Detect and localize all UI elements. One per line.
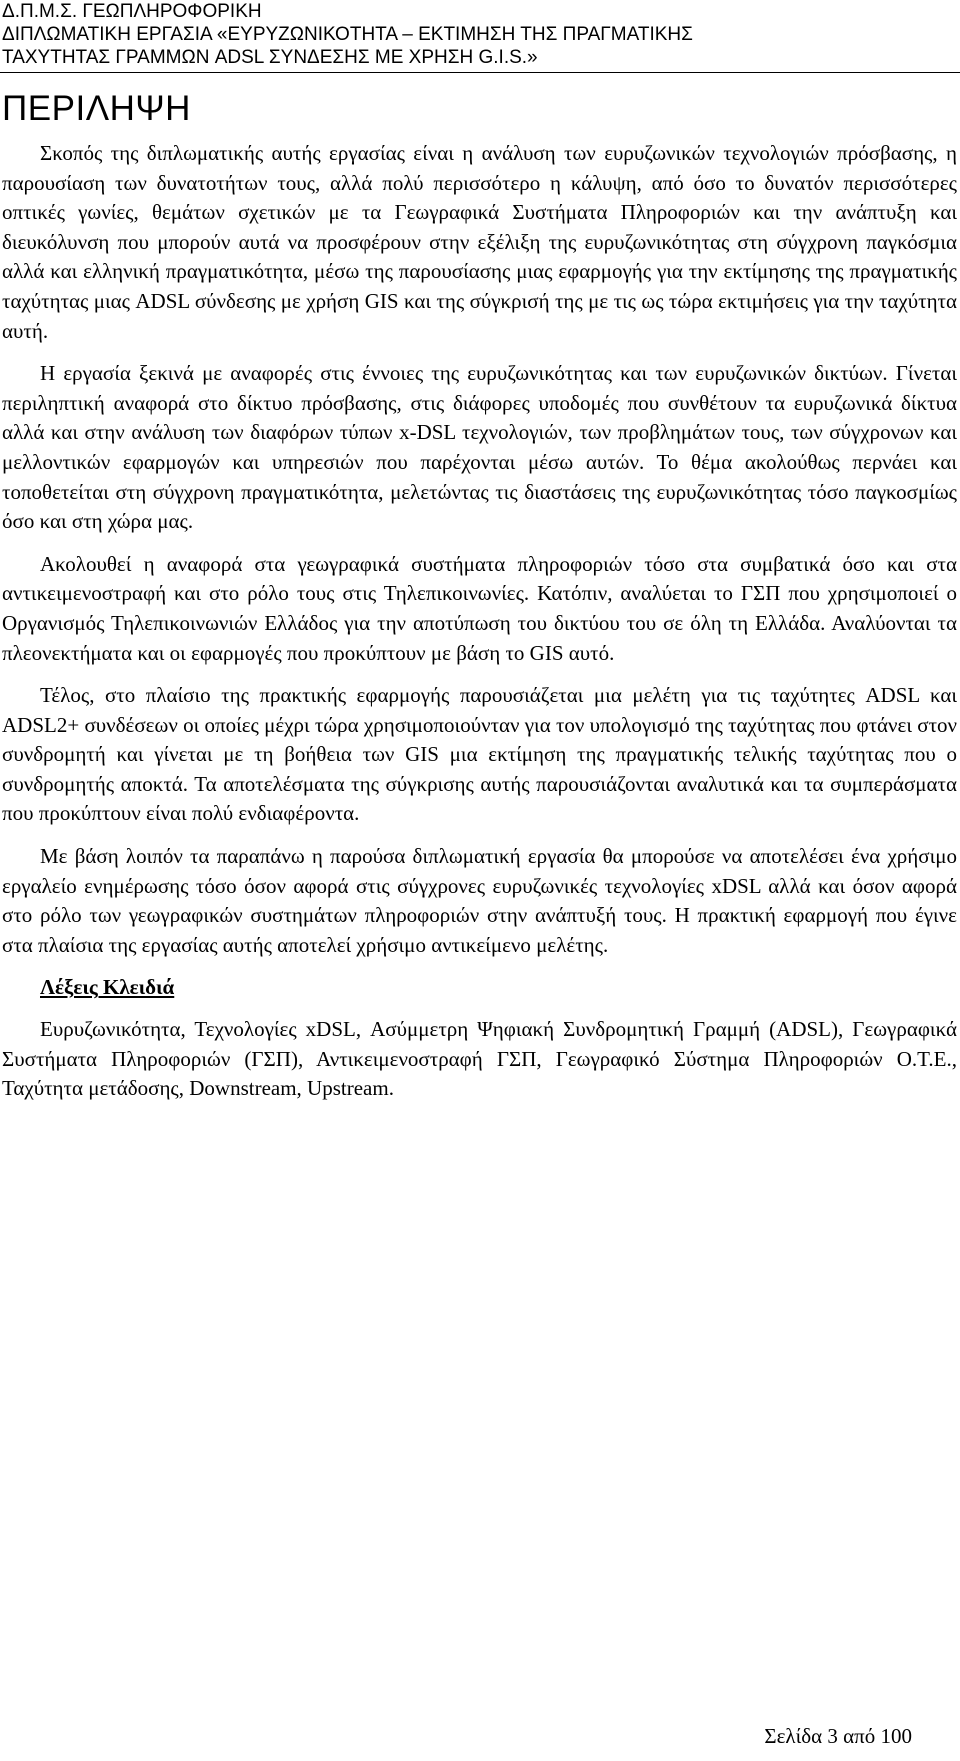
page-number: Σελίδα 3 από 100: [764, 1724, 912, 1748]
section-title: ΠΕΡΙΛΗΨΗ: [2, 89, 191, 128]
keywords-list: Ευρυζωνικότητα, Τεχνολογίες xDSL, Ασύμμετρη Ψηφιακή Συνδρομητική Γραμμή (ADSL), Γεωγραφικά Συστήματα Πληροφοριών (ΓΣΠ), Αντικειμενοστραφή ΓΣΠ, Γεωγραφικό Σύστημα Πληροφοριών Ο.Τ.Ε., Ταχύτητα μετάδοσης, Downstream, Upstream.: [2, 1017, 957, 1101]
abstract-body: [2, 139, 957, 1104]
abstract-paragraph: Τέλος, στο πλαίσιο της πρακτικής εφαρμογής παρουσιάζεται μια μελέτη για τις ταχύτητες ADSL και ADSL2+ συνδέσεων οι οποίες μέχρι τώρα χρησιμοποιούνταν για τον υπολογισμό της ταχύτητας που φτάνει στον συνδρομητή και γίνεται με τη βοήθεια των GIS μια εκτίμηση της πραγματικής τελικής ταχύτητας που ο συνδρομητής αποκτά. Τα αποτελέσματα της σύγκρισης αυτής παρουσιάζονται αναλυτικά και τα συμπεράσματα που προκύπτουν είναι πολύ ενδιαφέροντα.: [2, 683, 957, 826]
keywords-heading: Λέξεις Κλειδιά: [40, 975, 175, 1000]
header-line: ΔΙΠΛΩΜΑΤΙΚΗ ΕΡΓΑΣΙΑ «ΕΥΡΥΖΩΝΙΚΟΤΗΤΑ – ΕΚΤΙΜΗΣΗ ΤΗΣ ΠΡΑΓΜΑΤΙΚΗΣ: [2, 24, 693, 45]
header-line: ΤΑΧΥΤΗΤΑΣ ΓΡΑΜΜΩΝ ADSL ΣΥΝΔΕΣΗΣ ΜΕ ΧΡΗΣΗ G.I.S.»: [2, 47, 538, 68]
abstract-paragraph: Η εργασία ξεκινά με αναφορές στις έννοιες της ευρυζωνικότητας και των ευρυζωνικών δικτύων. Γίνεται περιληπτική αναφορά στο δίκτυο πρόσβασης, στις διάφορες υποδομές που συνθέτουν τα ευρυζωνικά δίκτυα αλλά και στην ανάλυση των διαφόρων τύπων x-DSL τεχνολογιών, των προβλημάτων τους, των σύγχρονων και μελλοντικών εφαρμογών και υπηρεσιών που παρέχονται μέσω αυτών. Το θέμα ακολούθως περνάει και τοποθετείται στη σύγχρονη πραγματικότητα, μελετώντας τις διαστάσεις της ευρυζωνικότητας τόσο παγκοσμίως όσο και στη χώρα μας.: [2, 361, 957, 534]
header-divider: [0, 72, 960, 73]
header-line: Δ.Π.Μ.Σ. ΓΕΩΠΛΗΡΟΦΟΡΙΚΗ: [2, 1, 262, 22]
abstract-paragraph: Με βάση λοιπόν τα παραπάνω η παρούσα διπλωματική εργασία θα μπορούσε να αποτελέσει ένα χρήσιμο εργαλείο ενημέρωσης τόσο όσον αφορά στις σύγχρονες ευρυζωνικές τεχνολογίες xDSL αλλά και όσον αφορά στο ρόλο των γεωγραφικών συστημάτων πληροφοριών στην ανάπτυξή τους. Η πρακτική εφαρμογή που έγινε στα πλαίσια της εργασίας αυτής αποτελεί χρήσιμο αντικείμενο μελέτης.: [2, 844, 957, 957]
abstract-paragraph: Σκοπός της διπλωματικής αυτής εργασίας είναι η ανάλυση των ευρυζωνικών τεχνολογιών πρόσβασης, η παρουσίαση των δυνατοτήτων τους, αλλά πολύ περισσότερο η κάλυψη, από όσο το δυνατόν περισσότερες οπτικές γωνίες, θεμάτων σχετικών με τα Γεωγραφικά Συστήματα Πληροφοριών και την ανάπτυξη και διευκόλυνση που μπορούν αυτά να προσφέρουν στην εξέλιξη της ευρυζωνικότητας στη σύγχρονη παγκόσμια αλλά και ελληνική πραγματικότητα, μέσω της παρουσίασης μιας εφαρμογής για την εκτίμησης της πραγματικής ταχύτητας μιας ADSL σύνδεσης με χρήση GIS και της σύγκρισή της με τις ως τώρα εκτιμήσεις για την ταχύτητα αυτή.: [2, 141, 957, 343]
running-header: [2, 0, 952, 69]
abstract-paragraph: Ακολουθεί η αναφορά στα γεωγραφικά συστήματα πληροφοριών τόσο στα συμβατικά όσο και στα αντικειμενοστραφή και στο ρόλο τους στις Τηλεπικοινωνίες. Κατόπιν, αναλύεται το ΓΣΠ που χρησιμοποιεί ο Οργανισμός Τηλεπικοινωνιών Ελλάδος για την αποτύπωση του δικτύου του σε όλη τη Ελλάδα. Αναλύονται τα πλεονεκτήματα και οι εφαρμογές που προκύπτουν με βάση το GIS αυτό.: [2, 551, 957, 665]
